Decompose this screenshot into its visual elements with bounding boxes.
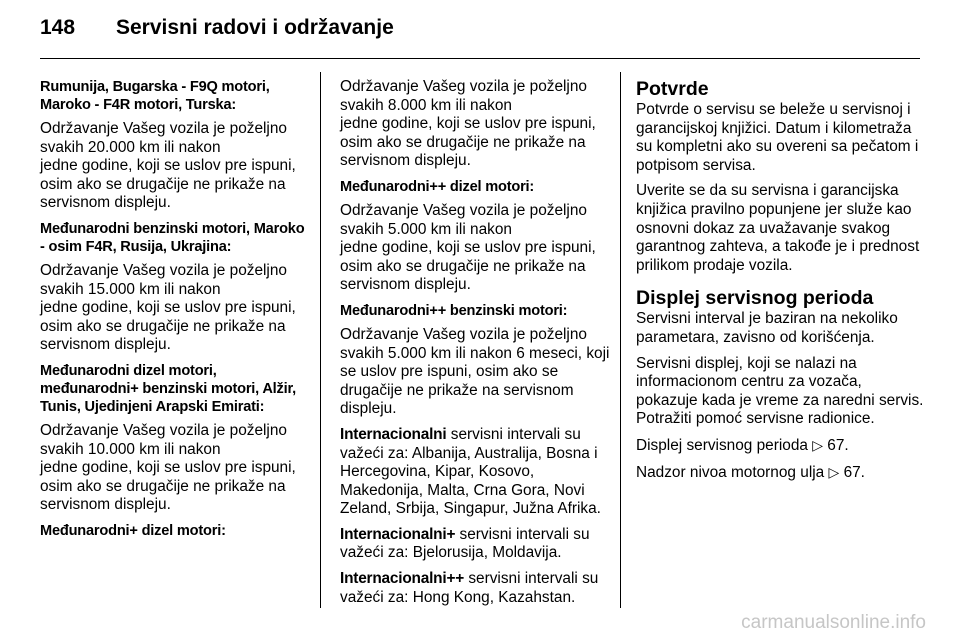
bold-term: Internacionalni xyxy=(340,425,447,443)
paragraph xyxy=(340,526,610,563)
paragraph-text: servisni intervali su važeći za: Bjelorusija, Moldavija. xyxy=(340,525,590,562)
page-header xyxy=(40,16,394,46)
bold-term: Internacionalni++ xyxy=(340,570,465,588)
column-divider-2 xyxy=(620,72,621,608)
paragraph: jedne godine, koji se uslov pre ispuni, osim ako se drugačije ne prikaže na servisnom displeju. xyxy=(340,115,596,170)
paragraph xyxy=(340,426,610,519)
column-1 xyxy=(40,78,310,546)
page-reference-icon: ▷ xyxy=(828,463,840,480)
cross-reference[interactable] xyxy=(636,463,926,483)
paragraph xyxy=(340,570,610,607)
paragraph: Održavanje Vašeg vozila je poželjno svakih 5.000 km ili nakon xyxy=(340,201,587,238)
cross-reference-text: Nadzor nivoa motornog ulja xyxy=(636,463,825,481)
cross-reference-page: 67. xyxy=(843,463,865,481)
page-reference-icon: ▷ xyxy=(812,436,824,453)
paragraph: Servisni displej, koji se nalazi na informacionom centru za vozača, pokazuje kada je vreme za naredni servis. Potražiti pomoć servisne radionice. xyxy=(636,354,924,428)
cross-reference[interactable] xyxy=(636,436,926,456)
paragraph: jedne godine, koji se uslov pre ispuni, osim ako se drugačije ne prikaže na servisnom displeju. xyxy=(40,157,296,212)
section-heading: Međunarodni++ dizel motori: xyxy=(340,178,535,195)
paragraph: jedne godine, koji se uslov pre ispuni, osim ako se drugačije ne prikaže na servisnom displeju. xyxy=(340,239,596,294)
column-2 xyxy=(340,78,610,614)
paragraph: Održavanje Vašeg vozila je poželjno svakih 15.000 km ili nakon xyxy=(40,261,287,298)
paragraph: Održavanje Vašeg vozila je poželjno svakih 8.000 km ili nakon xyxy=(340,78,587,114)
bold-term: Internacionalni+ xyxy=(340,525,456,543)
paragraph: jedne godine, koji se uslov pre ispuni, osim ako se drugačije ne prikaže na servisnom displeju. xyxy=(40,299,296,354)
paragraph: Održavanje Vašeg vozila je poželjno svakih 5.000 km ili nakon 6 meseci, koji se uslov pre ispuni, osim ako se drugačije ne prikaže na servisnom displeju. xyxy=(340,325,610,418)
page-number: 148 xyxy=(40,16,76,39)
cross-reference-page: 67. xyxy=(827,436,849,454)
section-heading: Međunarodni dizel motori, međunarodni+ benzinski motori, Alžir, Tunis, Ujedinjeni Arapski Emirati: xyxy=(40,362,296,415)
paragraph: Održavanje Vašeg vozila je poželjno svakih 10.000 km ili nakon xyxy=(40,421,287,458)
paragraph: jedne godine, koji se uslov pre ispuni, osim ako se drugačije ne prikaže na servisnom displeju. xyxy=(40,459,296,514)
column-3 xyxy=(636,78,926,489)
section-title: Displej servisnog perioda xyxy=(636,287,874,310)
column-divider-1 xyxy=(320,72,321,608)
cross-reference-text: Displej servisnog perioda xyxy=(636,436,808,454)
section-heading: Međunarodni benzinski motori, Maroko - osim F4R, Rusija, Ukrajina: xyxy=(40,220,305,255)
paragraph-text: servisni intervali su važeći za: Albanija, Australija, Bosna i Hercegovina, Kipar, Kosovo, Makedonija, Malta, Crna Gora, Novi Zeland, Srbija, Singapur, Južna Afrika. xyxy=(340,425,601,518)
paragraph: Održavanje Vašeg vozila je poželjno svakih 20.000 km ili nakon xyxy=(40,120,287,156)
paragraph: Servisni interval je baziran na nekoliko parametara, zavisno od korišćenja. xyxy=(636,310,898,346)
page-title: Servisni radovi i održavanje xyxy=(116,16,394,39)
watermark: carmanualsonline.info xyxy=(741,612,926,633)
section-heading: Međunarodni++ benzinski motori: xyxy=(340,302,568,319)
section-heading: Rumunija, Bugarska - F9Q motori, Maroko - F4R motori, Turska: xyxy=(40,79,270,113)
paragraph: Potvrde o servisu se beleže u servisnoj i garancijskoj knjižici. Datum i kilometraža su kompletni ako su overeni sa pečatom i potpisom servisa. xyxy=(636,101,919,174)
header-rule xyxy=(40,58,920,59)
section-title: Potvrde xyxy=(636,78,709,100)
paragraph-text: servisni intervali su važeći za: Hong Kong, Kazahstan. xyxy=(340,570,599,606)
section-heading: Međunarodni+ dizel motori: xyxy=(40,522,226,539)
paragraph: Uverite se da su servisna i garancijska knjižica pravilno popunjene jer služe kao osnovni dokaz za uvažavanje svakog garantnog zahteva, a takođe je i prednost prilikom prodaje vozila. xyxy=(636,182,920,274)
